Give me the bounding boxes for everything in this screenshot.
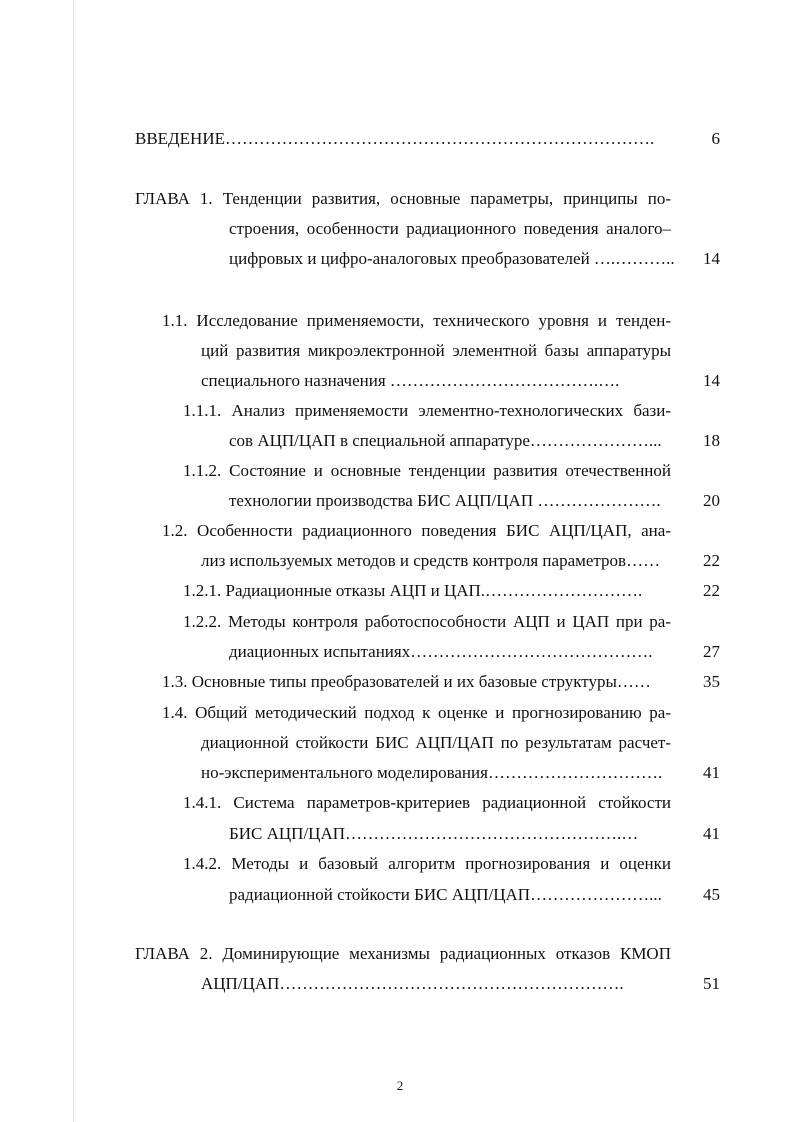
toc-ch2-line-2: АЦП/ЦАП……………………………………………………. [201, 974, 624, 993]
toc-ch1-line-3: цифровых и цифро-аналоговых преобразователей ….……….. [229, 249, 675, 268]
toc-1-1-line-2: ций развития микроэлектронной элементной базы аппаратуры [201, 341, 671, 360]
toc-intro-page: 6 [711, 129, 720, 148]
toc-1-2-line-1: 1.2. Особенности радиационного поведения БИС АЦП/ЦАП, ана- [162, 521, 671, 540]
toc-1-1-1-line-1: 1.1.1. Анализ применяемости элементно-технологических бази- [183, 401, 671, 420]
scan-edge-line [73, 0, 74, 1122]
toc-1-1-2-line-2: технологии производства БИС АЦП/ЦАП …………………. [229, 491, 661, 510]
toc-1-4-line-2: диационной стойкости БИС АЦП/ЦАП по результатам расчет- [201, 733, 671, 752]
toc-1-1-page: 14 [703, 371, 720, 390]
toc-ch2-page: 51 [703, 974, 720, 993]
toc-1-4-line-1: 1.4. Общий методический подход к оценке и прогнозированию ра- [162, 703, 671, 722]
toc-1-4-1-line-1: 1.4.1. Система параметров-критериев радиационной стойкости [183, 793, 671, 812]
toc-1-1-2-page: 20 [703, 491, 720, 510]
toc-1-3-page: 35 [703, 672, 720, 691]
toc-1-1-line-1: 1.1. Исследование применяемости, технического уровня и тенден- [162, 311, 671, 330]
toc-1-4-2-page: 45 [703, 885, 720, 904]
toc-1-4-1-line-2: БИС АЦП/ЦАП………………………………………….… [229, 824, 639, 843]
toc-1-2-line-2: лиз используемых методов и средств контроля параметров…… [201, 551, 661, 570]
toc-intro-line-1: ВВЕДЕНИЕ…………………………………………………………………. [135, 129, 655, 148]
toc-1-4-2-line-1: 1.4.2. Методы и базовый алгоритм прогнозирования и оценки [183, 854, 671, 873]
toc-ch1-page: 14 [703, 249, 720, 268]
toc-1-2-2-page: 27 [703, 642, 720, 661]
toc-1-1-1-page: 18 [703, 431, 720, 450]
toc-ch1-line-1: ГЛАВА 1. Тенденции развития, основные параметры, принципы по- [135, 189, 671, 208]
toc-1-1-line-3: специального назначения ……………………………….…. [201, 371, 620, 390]
toc-1-2-1-page: 22 [703, 581, 720, 600]
toc-1-2-page: 22 [703, 551, 720, 570]
toc-1-3-line-1: 1.3. Основные типы преобразователей и их базовые структуры…… [162, 672, 651, 691]
toc-1-2-1-line-1: 1.2.1. Радиационные отказы АЦП и ЦАП.………………………. [183, 581, 643, 600]
toc-1-4-2-line-2: радиационной стойкости БИС АЦП/ЦАП…………………... [229, 885, 662, 904]
toc-1-4-1-page: 41 [703, 824, 720, 843]
toc-1-1-1-line-2: сов АЦП/ЦАП в специальной аппаратуре…………………... [229, 431, 662, 450]
page-footer-number: 2 [396, 1078, 404, 1093]
toc-1-4-page: 41 [703, 763, 720, 782]
toc-1-2-2-line-2: диационных испытаниях……………………………………. [229, 642, 653, 661]
toc-1-4-line-3: но-экспериментального моделирования…………………………. [201, 763, 663, 782]
toc-1-1-2-line-1: 1.1.2. Состояние и основные тенденции развития отечественной [183, 461, 671, 480]
toc-ch1-line-2: строения, особенности радиационного поведения аналого– [229, 219, 671, 238]
toc-ch2-line-1: ГЛАВА 2. Доминирующие механизмы радиационных отказов КМОП [135, 944, 671, 963]
toc-1-2-2-line-1: 1.2.2. Методы контроля работоспособности АЦП и ЦАП при ра- [183, 612, 671, 631]
